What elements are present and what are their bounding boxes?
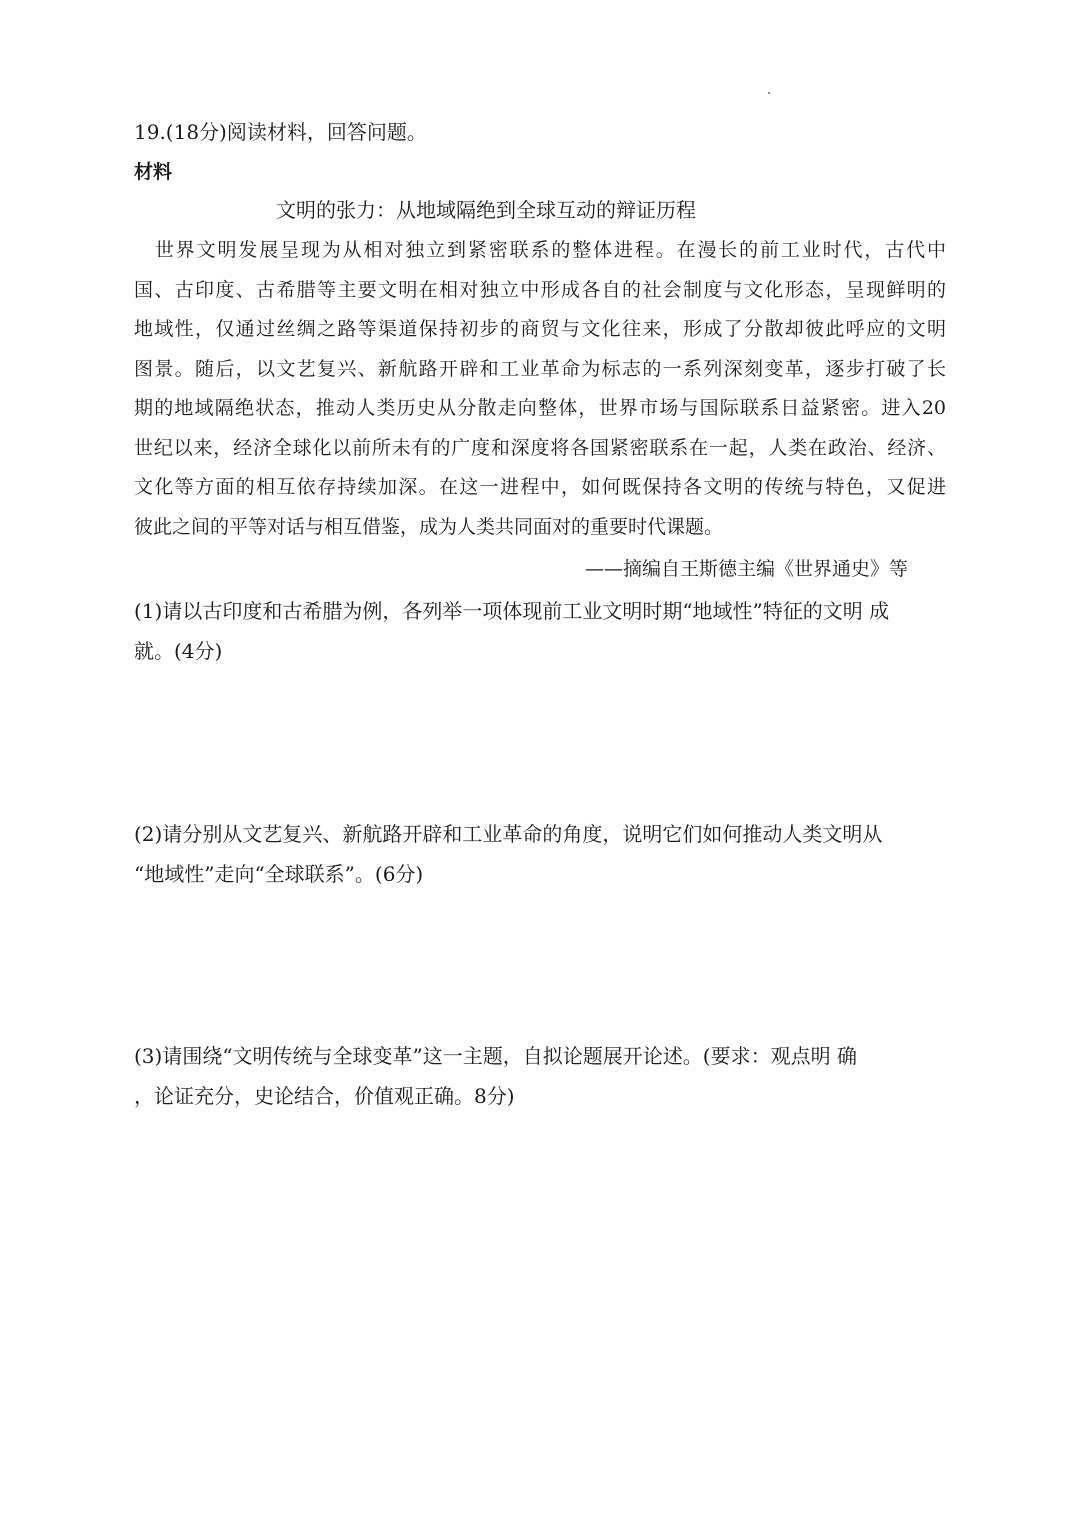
sub-question-line: ，论证充分，史论结合，价值观正确。8分): [134, 1084, 515, 1108]
sub-question-line: “地域性”走向“全球联系”。(6分): [134, 862, 424, 886]
scan-speck: [768, 92, 770, 94]
sub-question-3: [134, 1042, 934, 1122]
material-passage: [134, 236, 946, 552]
passage-line: 世纪以来，经济全球化以前所未有的广度和深度将各国紧密联系在一起，人类在政治、经济、: [134, 436, 946, 459]
passage-line: 文化等方面的相互依存持续加深。在这一进程中，如何既保持各文明的传统与特色，又促进: [134, 476, 946, 498]
material-label: 材料: [134, 161, 173, 183]
passage-line: 彼此之间的平等对话与相互借鉴，成为人类共同面对的重要时代课题。: [134, 515, 724, 538]
material-source: ——摘编自王斯德主编《世界通史》等: [584, 558, 908, 580]
passage-line: 期的地域隔绝状态，推动人类历史从分散走向整体，世界市场与国际联系日益紧密。进入20: [134, 397, 946, 419]
material-title: 文明的张力：从地域隔绝到全球互动的辩证历程: [276, 198, 696, 222]
passage-line: 世界文明发展呈现为从相对独立到紧密联系的整体进程。在漫长的前工业时代，古代中: [134, 239, 946, 261]
sub-question-line: (3)请围绕“文明传统与全球变革”这一主题，自拟论题展开论述。(要求：观点明 确: [134, 1044, 857, 1068]
question-header: 19.(18分)阅读材料，回答问题。: [134, 120, 427, 144]
passage-line: 国、古印度、古希腊等主要文明在相对独立中形成各自的社会制度与文化形态，呈现鲜明的: [134, 278, 946, 301]
sub-question-line: (1)请以古印度和古希腊为例，各列举一项体现前工业文明时期“地域性”特征的文明 成: [134, 599, 890, 623]
passage-line: 图景。随后，以文艺复兴、新航路开辟和工业革命为标志的一系列深刻变革，逐步打破了长: [134, 357, 946, 380]
sub-question-1: [134, 597, 934, 677]
sub-question-line: (2)请分别从文艺复兴、新航路开辟和工业革命的角度，说明它们如何推动人类文明从: [134, 822, 883, 846]
sub-question-line: 就。(4分): [134, 639, 223, 663]
passage-line: 地域性，仅通过丝绸之路等渠道保持初步的商贸与文化往来，形成了分散却彼此呼应的文明: [134, 318, 946, 340]
sub-question-2: [134, 820, 934, 900]
